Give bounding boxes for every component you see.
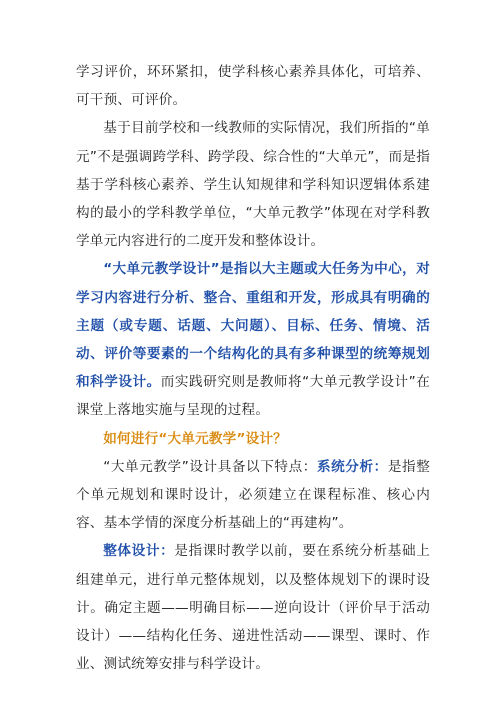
practice-research-text: 而实践研究则是教师将“大单元教学设计”在课堂上落地实施与呈现的过程。 [76, 374, 430, 419]
paragraph-unit-definition: 基于目前学校和一线教师的实际情况，我们所指的“单元”不是强调跨学科、跨学段、综合性的“大单元”，而是指基于学科核心素养、学生认知规律和学科知识逻辑体系建构的最小的学科教学单位，“大单元教学”体现在对学科教学单元内容进行的二度开发和整体设计。 [76, 120, 430, 250]
overall-design-label: 整体设计： [103, 543, 175, 560]
document-page [76, 58, 430, 678]
paragraph-evaluation-continued: 学习评价，环环紧扣，使学科核心素养具体化，可培养、可干预、可评价。 [76, 64, 430, 109]
system-analysis-text: 是指整个单元规划和课时设计，必须建立在课程标准、核心内容、基本学情的深度分析基础上的“再建构”。 [76, 458, 430, 532]
section-heading: 如何进行“大单元教学”设计？ [103, 430, 287, 447]
paragraph-overall-design [76, 537, 430, 678]
paragraph-big-unit-design [76, 255, 430, 424]
big-unit-design-definition: “大单元教学设计”是指以大主题或大任务为中心，对学习内容进行分析、整合、重组和开发，形成具有明确的主题（或专题、话题、大问题）、目标、任务、情境、活动、评价等要素的一个结构化的具有多种课型的统筹规划和科学设计。 [76, 261, 430, 391]
features-intro: “大单元教学”设计具备以下特点： [103, 458, 317, 475]
system-analysis-label: 系统分析： [316, 458, 388, 475]
paragraph-system-analysis [76, 453, 430, 538]
overall-design-text: 是指课时教学以前，要在系统分析基础上组建单元，进行单元整体规划，以及整体规划下的课时设计。确定主题——明确目标——逆向设计（评价早于活动设计）——结构化任务、递进性活动——课型、课时、作业、测试统筹安排与科学设计。 [76, 543, 430, 673]
